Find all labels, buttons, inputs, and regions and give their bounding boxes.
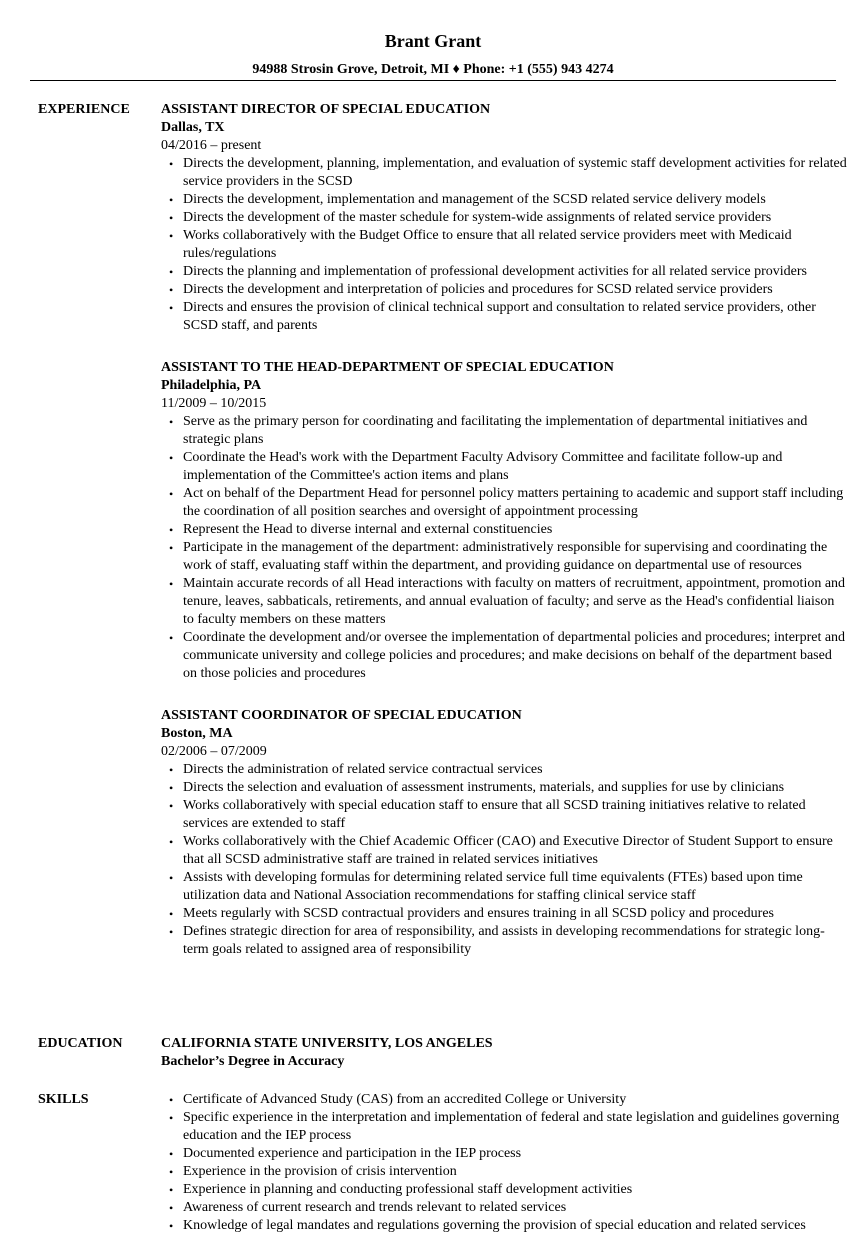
bullet-item: • Directs the selection and evaluation of assessment instruments, materials, and supplies for use by clinicians: [161, 779, 848, 797]
bullet-item: • Works collaboratively with special education staff to ensure that all SCSD training initiatives relative to related services are extended to staff: [161, 797, 848, 833]
experience-section: [38, 101, 848, 983]
section-title-experience: EXPERIENCE: [38, 102, 130, 117]
bullet-item: • Coordinate the Head's work with the Department Faculty Advisory Committee and facilitate follow-up and implementation of the Committee's action items and plans: [161, 449, 848, 485]
bullet-item: • Meets regularly with SCSD contractual providers and ensures training in all SCSD policy and procedures: [161, 905, 848, 923]
bullet-item: • Act on behalf of the Department Head for personnel policy matters pertaining to academic and support staff including the coordination of all position searches and oversight of appointment processing: [161, 485, 848, 521]
job-entry: [161, 359, 848, 683]
skills-list: [161, 1091, 848, 1235]
bullet-item: • Certificate of Advanced Study (CAS) from an accredited College or University: [161, 1091, 848, 1109]
job-entry: [161, 707, 848, 959]
job-bullets: [161, 155, 848, 335]
bullet-item: • Coordinate the development and/or oversee the implementation of departmental policies and procedures; interpret and communicate university and college policies and procedures; and make decisions on behalf of the department based on those policies and procedures: [161, 629, 848, 683]
job-dates: 11/2009 – 10/2015: [161, 396, 267, 411]
bullet-item: • Directs the administration of related service contractual services: [161, 761, 848, 779]
bullet-item: • Specific experience in the interpretation and implementation of federal and state legislation and guidelines governing education and the IEP process: [161, 1109, 848, 1145]
section-title-skills: SKILLS: [38, 1092, 89, 1107]
job-dates: 04/2016 – present: [161, 138, 262, 153]
job-location: Boston, MA: [161, 726, 233, 741]
bullet-item: • Experience in planning and conducting professional staff development activities: [161, 1181, 848, 1199]
job-title: ASSISTANT COORDINATOR OF SPECIAL EDUCATION: [161, 708, 522, 723]
bullet-item: • Represent the Head to diverse internal and external constituencies: [161, 521, 848, 539]
job-bullets: [161, 761, 848, 959]
job-title: ASSISTANT DIRECTOR OF SPECIAL EDUCATION: [161, 102, 491, 117]
bullet-item: • Directs the planning and implementation of professional development activities for all related service providers: [161, 263, 848, 281]
bullet-item: • Awareness of current research and trends relevant to related services: [161, 1199, 848, 1217]
job-location: Philadelphia, PA: [161, 378, 262, 393]
candidate-name: Brant Grant: [384, 31, 482, 51]
contact-line: 94988 Strosin Grove, Detroit, MI ♦ Phone: +1 (555) 943 4274: [252, 62, 614, 77]
bullet-item: • Assists with developing formulas for determining related service full time equivalents (FTEs) based upon time utilization data and National Association recommendations for staffing clinical service staff: [161, 869, 848, 905]
bullet-item: • Directs the development and interpretation of policies and procedures for SCSD related service providers: [161, 281, 848, 299]
header-divider: [30, 80, 836, 81]
bullet-item: • Directs the development of the master schedule for system-wide assignments of related service providers: [161, 209, 848, 227]
job-bullets: [161, 413, 848, 683]
experience-list: [161, 101, 848, 959]
bullet-item: • Participate in the management of the department: administratively responsible for supervising and coordinating the work of staff, evaluating staff within the department, and providing guidance on departmental use of resources: [161, 539, 848, 575]
bullet-item: • Directs and ensures the provision of clinical technical support and consultation to related service providers, other SCSD staff, and parents: [161, 299, 848, 335]
section-title-education: EDUCATION: [38, 1036, 123, 1051]
education-section: [38, 1035, 848, 1071]
bullet-item: • Experience in the provision of crisis intervention: [161, 1163, 848, 1181]
bullet-item: • Works collaboratively with the Chief Academic Officer (CAO) and Executive Director of Student Support to ensure that all SCSD administrative staff are trained in related services initiatives: [161, 833, 848, 869]
school-name: CALIFORNIA STATE UNIVERSITY, LOS ANGELES: [161, 1036, 493, 1051]
job-entry: [161, 101, 848, 335]
degree: Bachelor’s Degree in Accuracy: [161, 1054, 345, 1069]
job-location: Dallas, TX: [161, 120, 225, 135]
bullet-item: • Knowledge of legal mandates and regulations governing the provision of special education and related services: [161, 1217, 848, 1235]
bullet-item: • Defines strategic direction for area of responsibility, and assists in developing recommendations for strategic long-term goals related to assigned area of responsibility: [161, 923, 848, 959]
bullet-item: • Directs the development, planning, implementation, and evaluation of systemic staff development activities for related service providers in the SCSD: [161, 155, 848, 191]
bullet-item: • Directs the development, implementation and management of the SCSD related service delivery models: [161, 191, 848, 209]
job-title: ASSISTANT TO THE HEAD-DEPARTMENT OF SPECIAL EDUCATION: [161, 360, 614, 375]
bullet-item: • Maintain accurate records of all Head interactions with faculty on matters of recruitment, appointment, promotion and tenure, leaves, sabbaticals, retirements, and annual evaluation of faculty; and serve as the Head's confidential liaison to faculty members on these matters: [161, 575, 848, 629]
resume-header: [0, 0, 866, 79]
bullet-item: • Works collaboratively with the Budget Office to ensure that all related service providers meet with Medicaid rules/regulations: [161, 227, 848, 263]
bullet-item: • Documented experience and participation in the IEP process: [161, 1145, 848, 1163]
skills-section: [38, 1091, 848, 1235]
bullet-item: • Serve as the primary person for coordinating and facilitating the implementation of departmental initiatives and strategic plans: [161, 413, 848, 449]
job-dates: 02/2006 – 07/2009: [161, 744, 267, 759]
